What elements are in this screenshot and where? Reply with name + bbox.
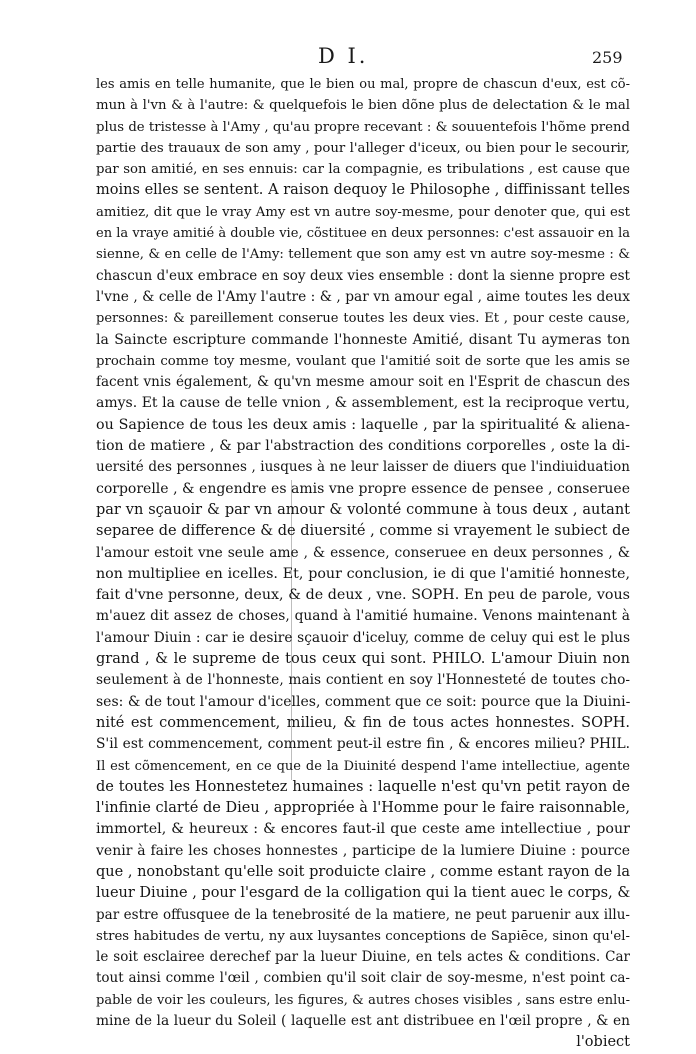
text-line: seulement à de l'honneste, mais contient en soy l'Honnesteté de toutes cho- bbox=[96, 672, 630, 689]
text-line: amys. Et la cause de telle vnion , & assemblement, est la reciproque vertu, bbox=[96, 395, 630, 412]
text-line: non multipliee en icelles. Et, pour conclusion, ie di que l'amitié honneste, bbox=[96, 565, 630, 582]
running-title: D I. bbox=[318, 44, 369, 68]
text-line: par vn sçauoir & par vn amour & volonté commune à tous deux , autant bbox=[96, 501, 630, 518]
text-line: facent vnis également, & qu'vn mesme amour soit en l'Esprit de chascun des bbox=[96, 374, 630, 391]
text-line: fait d'vne personne, deux, & de deux , vne. SOPH. En peu de parole, vous bbox=[96, 587, 630, 604]
text-line: mun à l'vn & à l'autre: & quelquefois le bien dõne plus de delectation & le mal bbox=[96, 98, 630, 114]
text-line: immortel, & heureux : & encores faut-il que ceste ame intellectiue , pour bbox=[96, 821, 630, 838]
running-head bbox=[0, 44, 696, 72]
text-line: le soit esclairee derechef par la lueur Diuine, en tels actes & conditions. Car bbox=[96, 949, 630, 966]
text-line: les amis en telle humanite, que le bien ou mal, propre de chascun d'eux, est cõ- bbox=[96, 77, 630, 92]
text-line: tion de matiere , & par l'abstraction des conditions corporelles , oste la di- bbox=[96, 438, 630, 455]
text-line: pable de voir les couleurs, les figures, & autres choses visibles , sans estre enlu- bbox=[96, 992, 630, 1008]
text-line: prochain comme toy mesme, voulant que l'amitié soit de sorte que les amis se bbox=[96, 353, 630, 369]
text-line: nité est commencement, milieu, & fin de tous actes honnestes. SOPH. bbox=[96, 714, 630, 731]
text-line: plus de tristesse à l'Amy , qu'au propre recevant : & souuentefois l'hõme prend bbox=[96, 119, 630, 135]
text-line: corporelle , & engendre es amis vne propre essence de pensee , conseruee bbox=[96, 480, 630, 497]
catchword: l'obiect bbox=[576, 1034, 630, 1051]
text-line: venir à faire les choses honnestes , participe de la lumiere Diuine : pource bbox=[96, 842, 630, 859]
text-line: sienne, & en celle de l'Amy: tellement que son amy est vn autre soy-mesme : & bbox=[96, 247, 630, 263]
text-line: moins elles se sentent. A raison dequoy le Philosophe , diffinissant telles bbox=[96, 182, 630, 199]
text-line: S'il est commencement, comment peut-il estre fin , & encores milieu? PHIL. bbox=[96, 736, 630, 753]
text-line: grand , & le supreme de tous ceux qui sont. PHILO. L'amour Diuin non bbox=[96, 651, 630, 668]
text-line: par estre offusquee de la tenebrosité de la matiere, ne peut paruenir aux illu- bbox=[96, 906, 630, 923]
text-line: l'vne , & celle de l'Amy l'autre : & , par vn amour egal , aime toutes les deux bbox=[96, 288, 630, 305]
text-line: lueur Diuine , pour l'esgard de la colligation qui la tient auec le corps, & bbox=[96, 885, 630, 902]
body-text bbox=[96, 74, 630, 1054]
text-line: uersité des personnes , iusques à ne leur laisser de diuers que l'indiuiduation bbox=[96, 459, 630, 476]
text-line: tout ainsi comme l'œil , combien qu'il soit clair de soy-mesme, n'est point ca- bbox=[96, 970, 630, 987]
text-line: que , nonobstant qu'elle soit produicte claire , comme estant rayon de la bbox=[96, 863, 630, 880]
page-number: 259 bbox=[592, 48, 623, 67]
text-line: l'amour estoit vne seule ame , & essence, conseruee en deux personnes , & bbox=[96, 544, 630, 561]
text-line: l'infinie clarté de Dieu , appropriée à l'Homme pour le faire raisonnable, bbox=[96, 800, 630, 817]
text-line: amitiez, dit que le vray Amy est vn autre soy-mesme, pour denoter que, qui est bbox=[96, 204, 630, 220]
text-line: la Saincte escripture commande l'honneste Amitié, disant Tu aymeras ton bbox=[96, 331, 630, 348]
text-line: en la vraye amitié à double vie, cõstituee en deux personnes: c'est assauoir en la bbox=[96, 226, 630, 242]
text-line: personnes: & pareillement conserue toutes les deux vies. Et , pour ceste cause, bbox=[96, 311, 630, 327]
text-line: ou Sapience de tous les deux amis : laquelle , par la spiritualité & aliena- bbox=[96, 416, 630, 433]
text-line: partie des trauaux de son amy , pour l'alleger d'iceux, ou bien pour le secourir, bbox=[96, 140, 630, 156]
text-line: ses: & de tout l'amour d'icelles, comment que ce soit: pource que la Diuini- bbox=[96, 693, 630, 710]
text-line: l'amour Diuin : car ie desire sçauoir d'iceluy, comme de celuy qui est le plus bbox=[96, 629, 630, 646]
text-line: par son amitié, en ses ennuis: car la compagnie, es tribulations , est cause que bbox=[96, 162, 630, 178]
text-line: de toutes les Honnestetez humaines : laquelle n'est qu'vn petit rayon de bbox=[96, 778, 630, 795]
text-line: mine de la lueur du Soleil ( laquelle est ant distribuee en l'œil propre , & en bbox=[96, 1013, 630, 1030]
text-line: stres habitudes de vertu, ny aux luysantes conceptions de Sapiēce, sinon qu'el- bbox=[96, 928, 630, 944]
text-line: separee de difference & de diuersité , comme si vrayement le subiect de bbox=[96, 523, 630, 540]
text-line: Il est cõmencement, en ce que de la Diuinité despend l'ame intellectiue, agente bbox=[96, 758, 630, 774]
text-line: chascun d'eux embrace en soy deux vies ensemble : dont la sienne propre est bbox=[96, 267, 630, 284]
text-line: m'auez dit assez de choses, quand à l'amitié humaine. Venons maintenant à bbox=[96, 608, 630, 625]
